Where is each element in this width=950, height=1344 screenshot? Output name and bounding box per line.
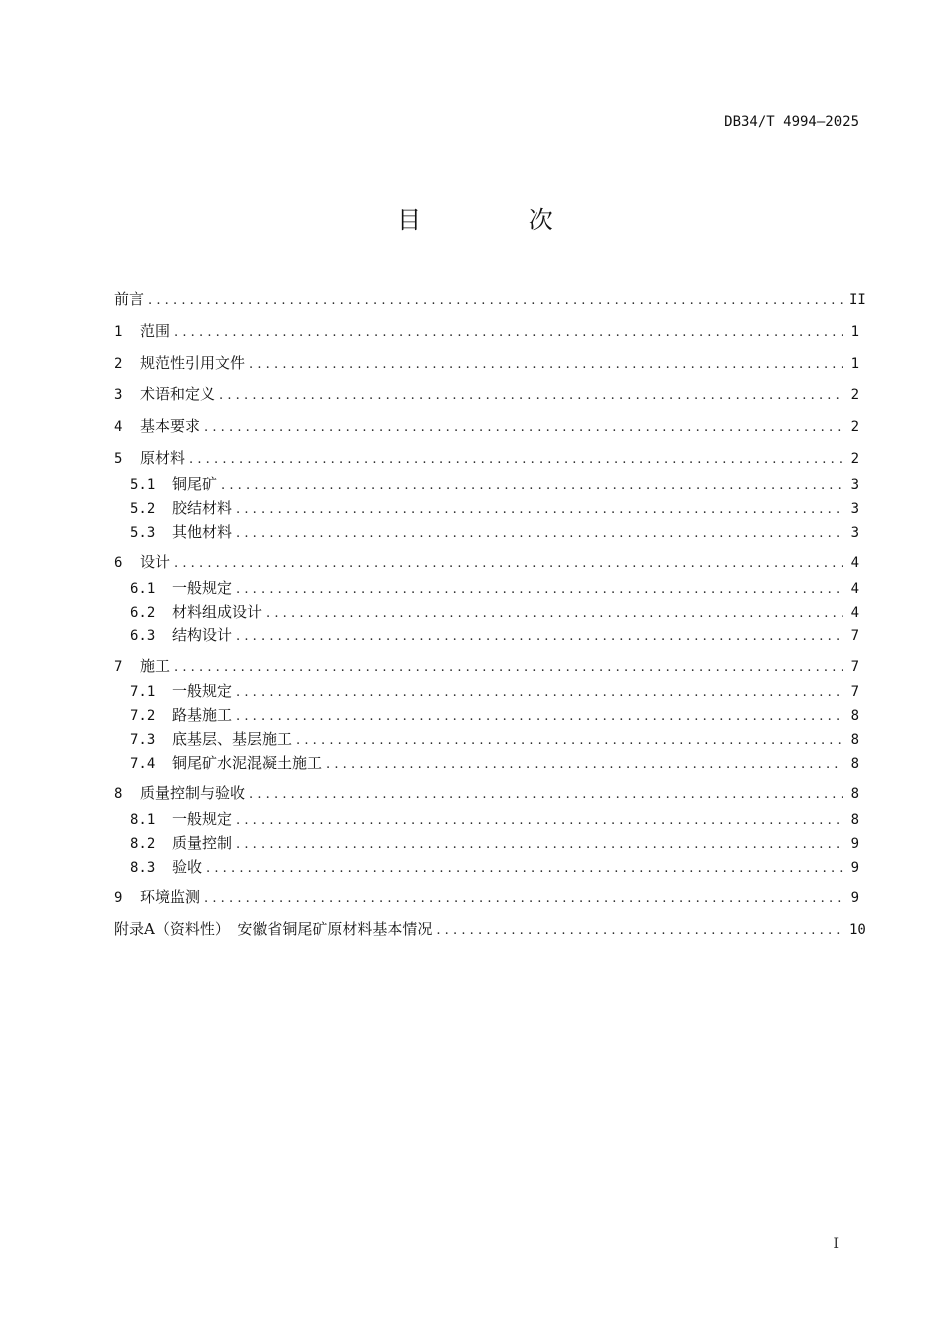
toc-dot-leader <box>236 707 843 727</box>
toc-entry-label: 规范性引用文件 <box>140 354 246 372</box>
toc-entry-number: 6.1 <box>130 581 156 597</box>
toc-entry-label: 术语和定义 <box>140 385 216 403</box>
toc-entry[interactable] <box>114 887 859 907</box>
toc-entry-number: 5.3 <box>130 525 156 541</box>
toc-dot-leader <box>174 658 843 678</box>
toc-dot-leader <box>249 355 843 375</box>
toc-entry-page: 3 <box>850 525 859 541</box>
toc-entry-label: 设计 <box>140 553 171 571</box>
toc-entry-page: 4 <box>850 555 859 571</box>
toc-entry[interactable] <box>114 321 859 341</box>
toc-entry-label: 基本要求 <box>140 417 201 435</box>
toc-entry-number: 5 <box>114 451 123 467</box>
page-title: 目 次 <box>397 206 603 234</box>
toc-entry-page: 1 <box>850 324 859 340</box>
toc-entry[interactable] <box>114 289 866 309</box>
toc-entry[interactable] <box>130 578 859 598</box>
toc-entry-label: 附录A（资料性） 安徽省铜尾矿原材料基本情况 <box>114 920 433 938</box>
toc-entry[interactable] <box>114 353 859 373</box>
toc-entry-label: 一般规定 <box>172 810 233 828</box>
toc-entry-page: 7 <box>850 684 859 700</box>
toc-dot-leader <box>236 580 843 600</box>
toc-dot-leader <box>148 291 843 311</box>
toc-entry-label: 原材料 <box>140 449 186 467</box>
toc-dot-leader <box>296 731 843 751</box>
toc-dot-leader <box>174 323 843 343</box>
toc-entry-number: 8 <box>114 786 123 802</box>
toc-entry-number: 6.2 <box>130 605 156 621</box>
toc-entry-number: 8.1 <box>130 812 156 828</box>
toc-entry[interactable] <box>130 498 859 518</box>
toc-entry-page: 2 <box>850 419 859 435</box>
toc-dot-leader <box>236 835 843 855</box>
toc-entry-number: 2 <box>114 356 123 372</box>
toc-entry-label: 环境监测 <box>140 888 201 906</box>
toc-dot-leader <box>174 554 843 574</box>
toc-entry[interactable] <box>130 625 859 645</box>
toc-entry-page: 8 <box>850 756 859 772</box>
toc-entry-page: 9 <box>850 890 859 906</box>
toc-entry-label: 铜尾矿 <box>172 475 218 493</box>
toc-dot-leader <box>236 811 843 831</box>
toc-entry-label: 胶结材料 <box>172 499 233 517</box>
toc-entry-label: 一般规定 <box>172 579 233 597</box>
toc-entry-number: 8.2 <box>130 836 156 852</box>
toc-entry[interactable] <box>114 656 859 676</box>
toc-entry[interactable] <box>130 705 859 725</box>
toc-entry-number: 7.2 <box>130 708 156 724</box>
toc-dot-leader <box>204 889 843 909</box>
toc-entry-number: 7.4 <box>130 756 156 772</box>
toc-entry-number: 3 <box>114 387 123 403</box>
toc-entry[interactable] <box>114 552 859 572</box>
toc-entry-page: 8 <box>850 732 859 748</box>
toc-entry-number: 5.1 <box>130 477 156 493</box>
toc-dot-leader <box>204 418 843 438</box>
toc-entry[interactable] <box>130 753 859 773</box>
toc-entry-label: 施工 <box>140 657 171 675</box>
toc-dot-leader <box>326 755 843 775</box>
toc-entry[interactable] <box>114 384 859 404</box>
toc-dot-leader <box>236 524 843 544</box>
toc-dot-leader <box>236 627 843 647</box>
toc-entry-page: 8 <box>850 812 859 828</box>
toc-dot-leader <box>236 500 843 520</box>
toc-entry-label: 底基层、基层施工 <box>172 730 293 748</box>
toc-dot-leader <box>206 859 843 879</box>
toc-entry-number: 8.3 <box>130 860 156 876</box>
document-code: DB34/T 4994—2025 <box>724 114 859 130</box>
toc-entry-page: 9 <box>850 836 859 852</box>
toc-entry-label: 其他材料 <box>172 523 233 541</box>
toc-dot-leader <box>236 683 843 703</box>
toc-dot-leader <box>436 921 843 941</box>
toc-entry-page: 7 <box>850 628 859 644</box>
toc-entry-label: 质量控制 <box>172 834 233 852</box>
toc-entry[interactable] <box>130 522 859 542</box>
toc-entry[interactable] <box>130 729 859 749</box>
toc-entry-page: 9 <box>850 860 859 876</box>
page-number: I <box>833 1236 839 1252</box>
toc-entry-number: 5.2 <box>130 501 156 517</box>
toc-entry-page: 1 <box>850 356 859 372</box>
toc-entry-page: II <box>849 292 866 308</box>
toc-entry-label: 质量控制与验收 <box>140 784 246 802</box>
toc-entry-number: 4 <box>114 419 123 435</box>
toc-entry-label: 材料组成设计 <box>172 603 263 621</box>
toc-entry[interactable] <box>130 474 859 494</box>
toc-entry-label: 铜尾矿水泥混凝土施工 <box>172 754 323 772</box>
toc-entry-number: 1 <box>114 324 123 340</box>
toc-entry-page: 3 <box>850 501 859 517</box>
toc-dot-leader <box>219 386 843 406</box>
toc-entry-label: 路基施工 <box>172 706 233 724</box>
toc-entry[interactable] <box>114 448 859 468</box>
toc-entry-page: 4 <box>850 605 859 621</box>
toc-entry[interactable] <box>130 681 859 701</box>
toc-entry-page: 3 <box>850 477 859 493</box>
toc-dot-leader <box>266 604 843 624</box>
toc-dot-leader <box>249 785 843 805</box>
toc-entry[interactable] <box>130 857 859 877</box>
toc-entry[interactable] <box>114 783 859 803</box>
toc-entry-number: 7.1 <box>130 684 156 700</box>
toc-entry-page: 10 <box>849 922 866 938</box>
toc-entry-page: 4 <box>850 581 859 597</box>
toc-entry[interactable] <box>130 809 859 829</box>
toc-entry-label: 验收 <box>172 858 203 876</box>
toc-entry-label: 前言 <box>114 290 145 308</box>
toc-dot-leader <box>221 476 843 496</box>
toc-entry-label: 结构设计 <box>172 626 233 644</box>
toc-entry-page: 8 <box>850 708 859 724</box>
toc-entry[interactable] <box>130 833 859 853</box>
toc-entry-label: 一般规定 <box>172 682 233 700</box>
toc-entry-page: 8 <box>850 786 859 802</box>
toc-entry-number: 7 <box>114 659 123 675</box>
toc-entry-page: 2 <box>850 387 859 403</box>
toc-entry-number: 6.3 <box>130 628 156 644</box>
toc-entry-number: 9 <box>114 890 123 906</box>
toc-entry-number: 7.3 <box>130 732 156 748</box>
toc-dot-leader <box>189 450 843 470</box>
toc-entry-label: 范围 <box>140 322 171 340</box>
toc-entry[interactable] <box>114 919 866 939</box>
toc-entry-page: 7 <box>850 659 859 675</box>
toc-entry[interactable] <box>114 416 859 436</box>
toc-entry[interactable] <box>130 602 859 622</box>
toc-entry-number: 6 <box>114 555 123 571</box>
toc-entry-page: 2 <box>850 451 859 467</box>
